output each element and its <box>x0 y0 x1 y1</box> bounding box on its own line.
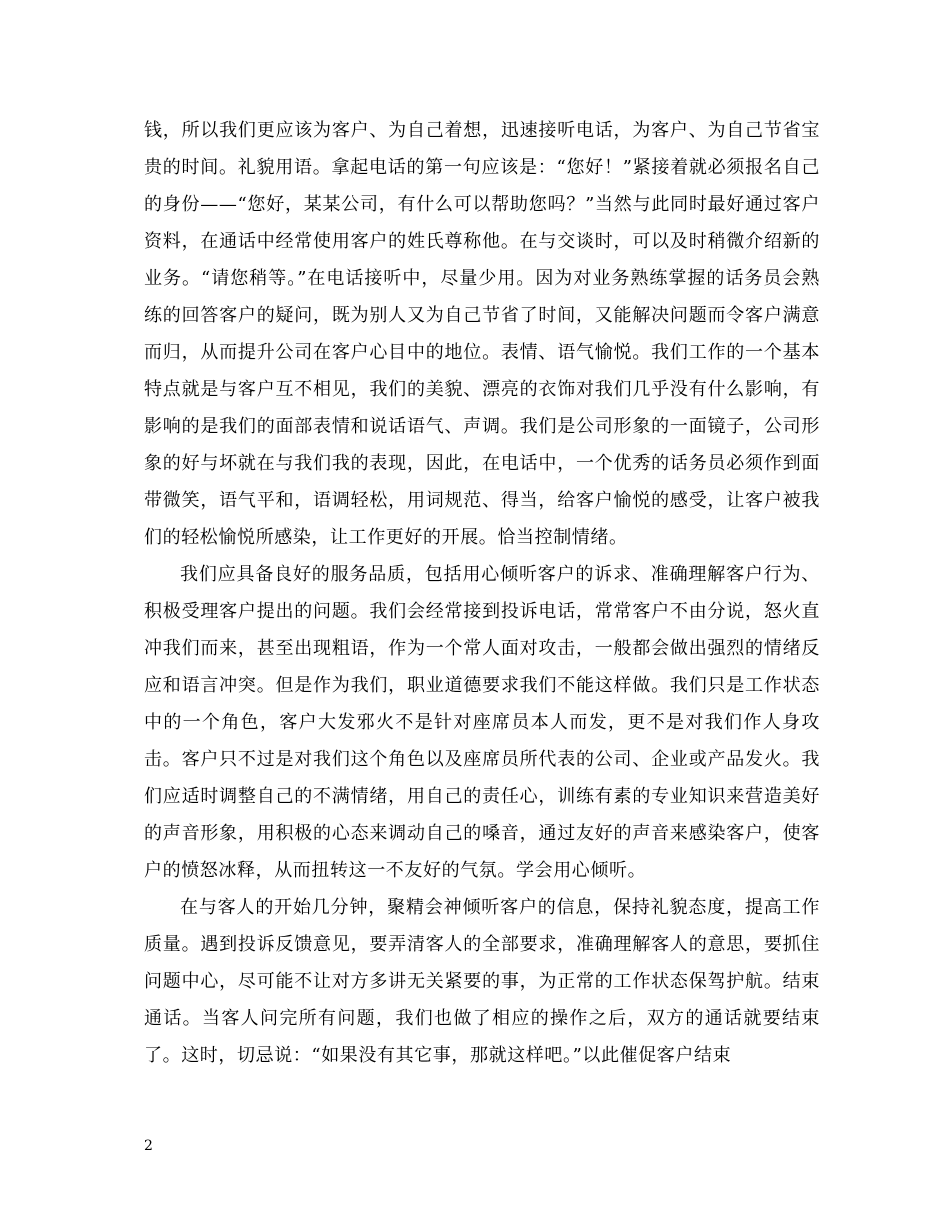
page-number: 2 <box>144 1138 153 1154</box>
paragraph-1: 钱，所以我们更应该为客户、为自己着想，迅速接听电话，为客户、为自己节省宝贵的时间。礼貌用语。拿起电话的第一句应该是：“您好！”紧接着就必须报名自己的身份——“您好，某某公司，有什么可以帮助您吗？”当然与此同时最好通过客户资料，在通话中经常使用客户的姓氏尊称他。在与交谈时，可以及时稍微介绍新的业务。“请您稍等。”在电话接听中，尽量少用。因为对业务熟练掌握的话务员会熟练的回答客户的疑问，既为别人又为自己节省了时间，又能解决问题而令客户满意而归，从而提升公司在客户心目中的地位。表情、语气愉悦。我们工作的一个基本特点就是与客户互不相见，我们的美貌、漂亮的衣饰对我们几乎没有什么影响，有影响的是我们的面部表情和说话语气、声调。我们是公司形象的一面镜子，公司形象的好与坏就在与我们我的表现，因此，在电话中，一个优秀的话务员必须作到面带微笑，语气平和，语调轻松，用词规范、得当，给客户愉悦的感受，让客户被我们的轻松愉悦所感染，让工作更好的开展。恰当控制情绪。 <box>144 120 820 548</box>
paragraph-3: 在与客人的开始几分钟，聚精会神倾听客户的信息，保持礼貌态度，提高工作质量。遇到投诉反馈意见，要弄清客人的全部要求，准确理解客人的意思，要抓住问题中心，尽可能不让对方多讲无关紧要的事，为正常的工作状态保驾护航。结束通话。当客人问完所有问题，我们也做了相应的操作之后，双方的通话就要结束了。这时，切忌说：“如果没有其它事，那就这样吧。”以此催促客户结束 <box>144 897 820 1066</box>
body-text <box>144 112 820 1074</box>
paragraph-2: 我们应具备良好的服务品质，包括用心倾听客户的诉求、准确理解客户行为、积极受理客户提出的问题。我们会经常接到投诉电话，常常客户不由分说，怒火直冲我们而来，甚至出现粗语，作为一个常人面对攻击，一般都会做出强烈的情绪反应和语言冲突。但是作为我们，职业道德要求我们不能这样做。我们只是工作状态中的一个角色，客户大发邪火不是针对座席员本人而发，更不是对我们作人身攻击。客户只不过是对我们这个角色以及座席员所代表的公司、企业或产品发火。我们应适时调整自己的不满情绪，用自己的责任心，训练有素的专业知识来营造美好的声音形象，用积极的心态来调动自己的嗓音，通过友好的声音来感染客户，使客户的愤怒冰释，从而扭转这一不友好的气氛。学会用心倾听。 <box>144 564 820 881</box>
